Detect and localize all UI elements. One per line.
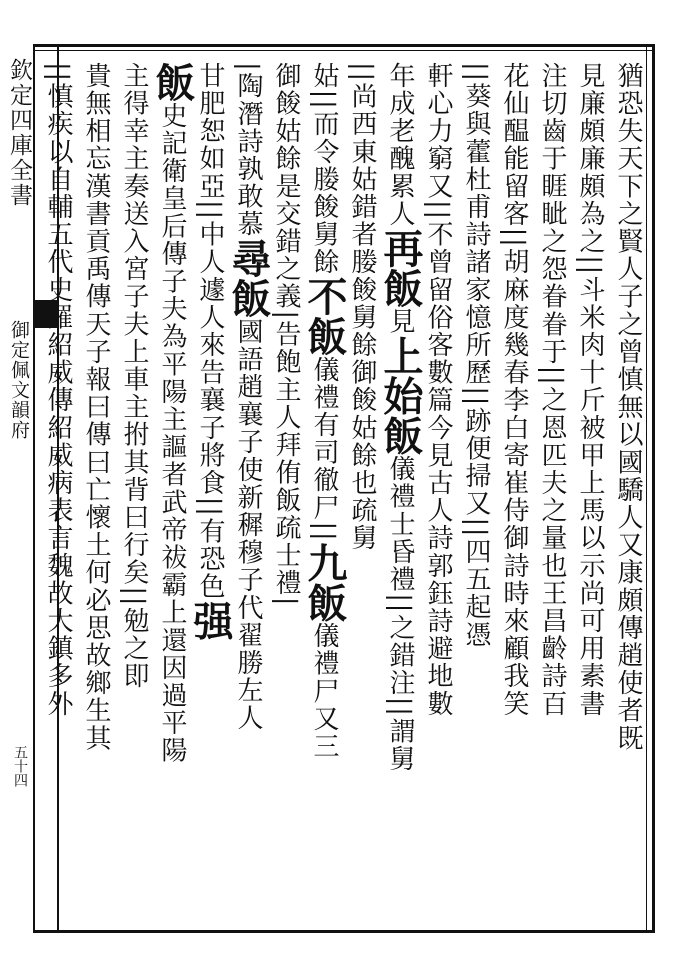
text-column-1: 猶恐失天下之賢人子之曾慎無以國驕人又康頗傳趙使者既 (613, 62, 643, 752)
entry-head-xun-fan: 尋飯 (225, 237, 272, 318)
text-column-9 (301, 62, 348, 922)
margin-title: 欽定四庫全書 (6, 58, 32, 208)
text-area (43, 62, 648, 922)
entry-text: 史記衛皇后傳子夫為平陽主謳者武帝祓霸上還因過平陽 (157, 102, 187, 765)
text-column-16: ||慎疾以自輔五代史羅紹威傳紹威病表言魏故大鎮多外 (43, 62, 73, 718)
text-column-13 (149, 62, 196, 922)
entry-head-zai-fan: 再飯 (377, 227, 424, 308)
text-column-10 (268, 62, 304, 922)
column-text: 年成老醜累人 (385, 62, 415, 228)
entry-text: |告飽主人拜侑 (271, 310, 301, 487)
text-column-14: 主得幸主奏送入宮子夫上車主拊其背曰行矣||勉之即 (119, 62, 149, 690)
text-column-3: 注切齒于睚眦之怨眷眷于||之恩匹夫之量也王昌齡詩百 (537, 62, 567, 718)
entry-text: 飯疏士禮| (271, 486, 301, 608)
top-border-line-inner (34, 50, 654, 51)
text-column-2: 見廉頗廉頗為之||斗米肉十斤被甲上馬以示尚可用素書 (575, 62, 605, 718)
entry-text: 見 (385, 307, 415, 336)
column-text: 姑||而令媵餕舅餘 (309, 62, 339, 276)
entry-head-jiu-fan: 九飯 (301, 542, 348, 623)
column-text: ||尚西東 (347, 62, 377, 166)
text-column-8 (344, 62, 380, 922)
entry-text: 儀禮尸又三 (309, 622, 339, 761)
margin-book-title: 御定佩文韻府 (8, 320, 30, 440)
entry-head-bu-fan: 不飯 (301, 275, 348, 356)
entry-text: 姑錯者媵餕舅餘御餕姑餘也疏舅 (347, 165, 377, 552)
entry-text: 儀禮士昏禮||之錯注||謂舅 (385, 455, 415, 773)
margin-page-number: 五十四 (12, 745, 28, 787)
entry-head-shi-fan: 上始飯 (377, 335, 424, 456)
text-column-6: 軒心力窮又||不曾留俗客數篇今見古人詩郭鈺詩避地數 (423, 62, 453, 718)
column-text: 甘肥恕如亞|| (195, 62, 225, 221)
bottom-border-line (34, 930, 654, 933)
entry-head-fan: 飯 (149, 62, 196, 102)
entry-head-qiang: 强 (187, 600, 234, 641)
margin-divider-line (33, 44, 35, 933)
text-column-5: ||葵與藿杜甫詩諸家憶所歷||跡便掃又||四五起憑 (461, 62, 491, 649)
column-text: |陶潛詩孰敢慕 (233, 62, 263, 238)
column-text: 御餕姑餘是交錯之義 (271, 62, 301, 311)
entry-text: 國語趙襄子使新穉穆子代翟勝左人 (233, 317, 263, 732)
top-border-line (34, 44, 654, 47)
text-column-7 (377, 62, 424, 922)
text-column-15: 貴無相忘漢書貢禹傳天子報曰傳曰亡懷土何必思故鄉生其 (81, 62, 111, 752)
right-border-line (652, 44, 655, 933)
entry-text: 中人遽人來告襄子將食||有恐色 (195, 220, 225, 601)
text-column-12 (187, 62, 234, 922)
text-column-4: 花仙醖能留客||胡麻度幾春李白寄崔侍御詩時來顧我笑 (499, 62, 529, 718)
entry-text: 儀禮有司徹尸|| (309, 355, 339, 543)
text-column-11 (225, 62, 272, 922)
